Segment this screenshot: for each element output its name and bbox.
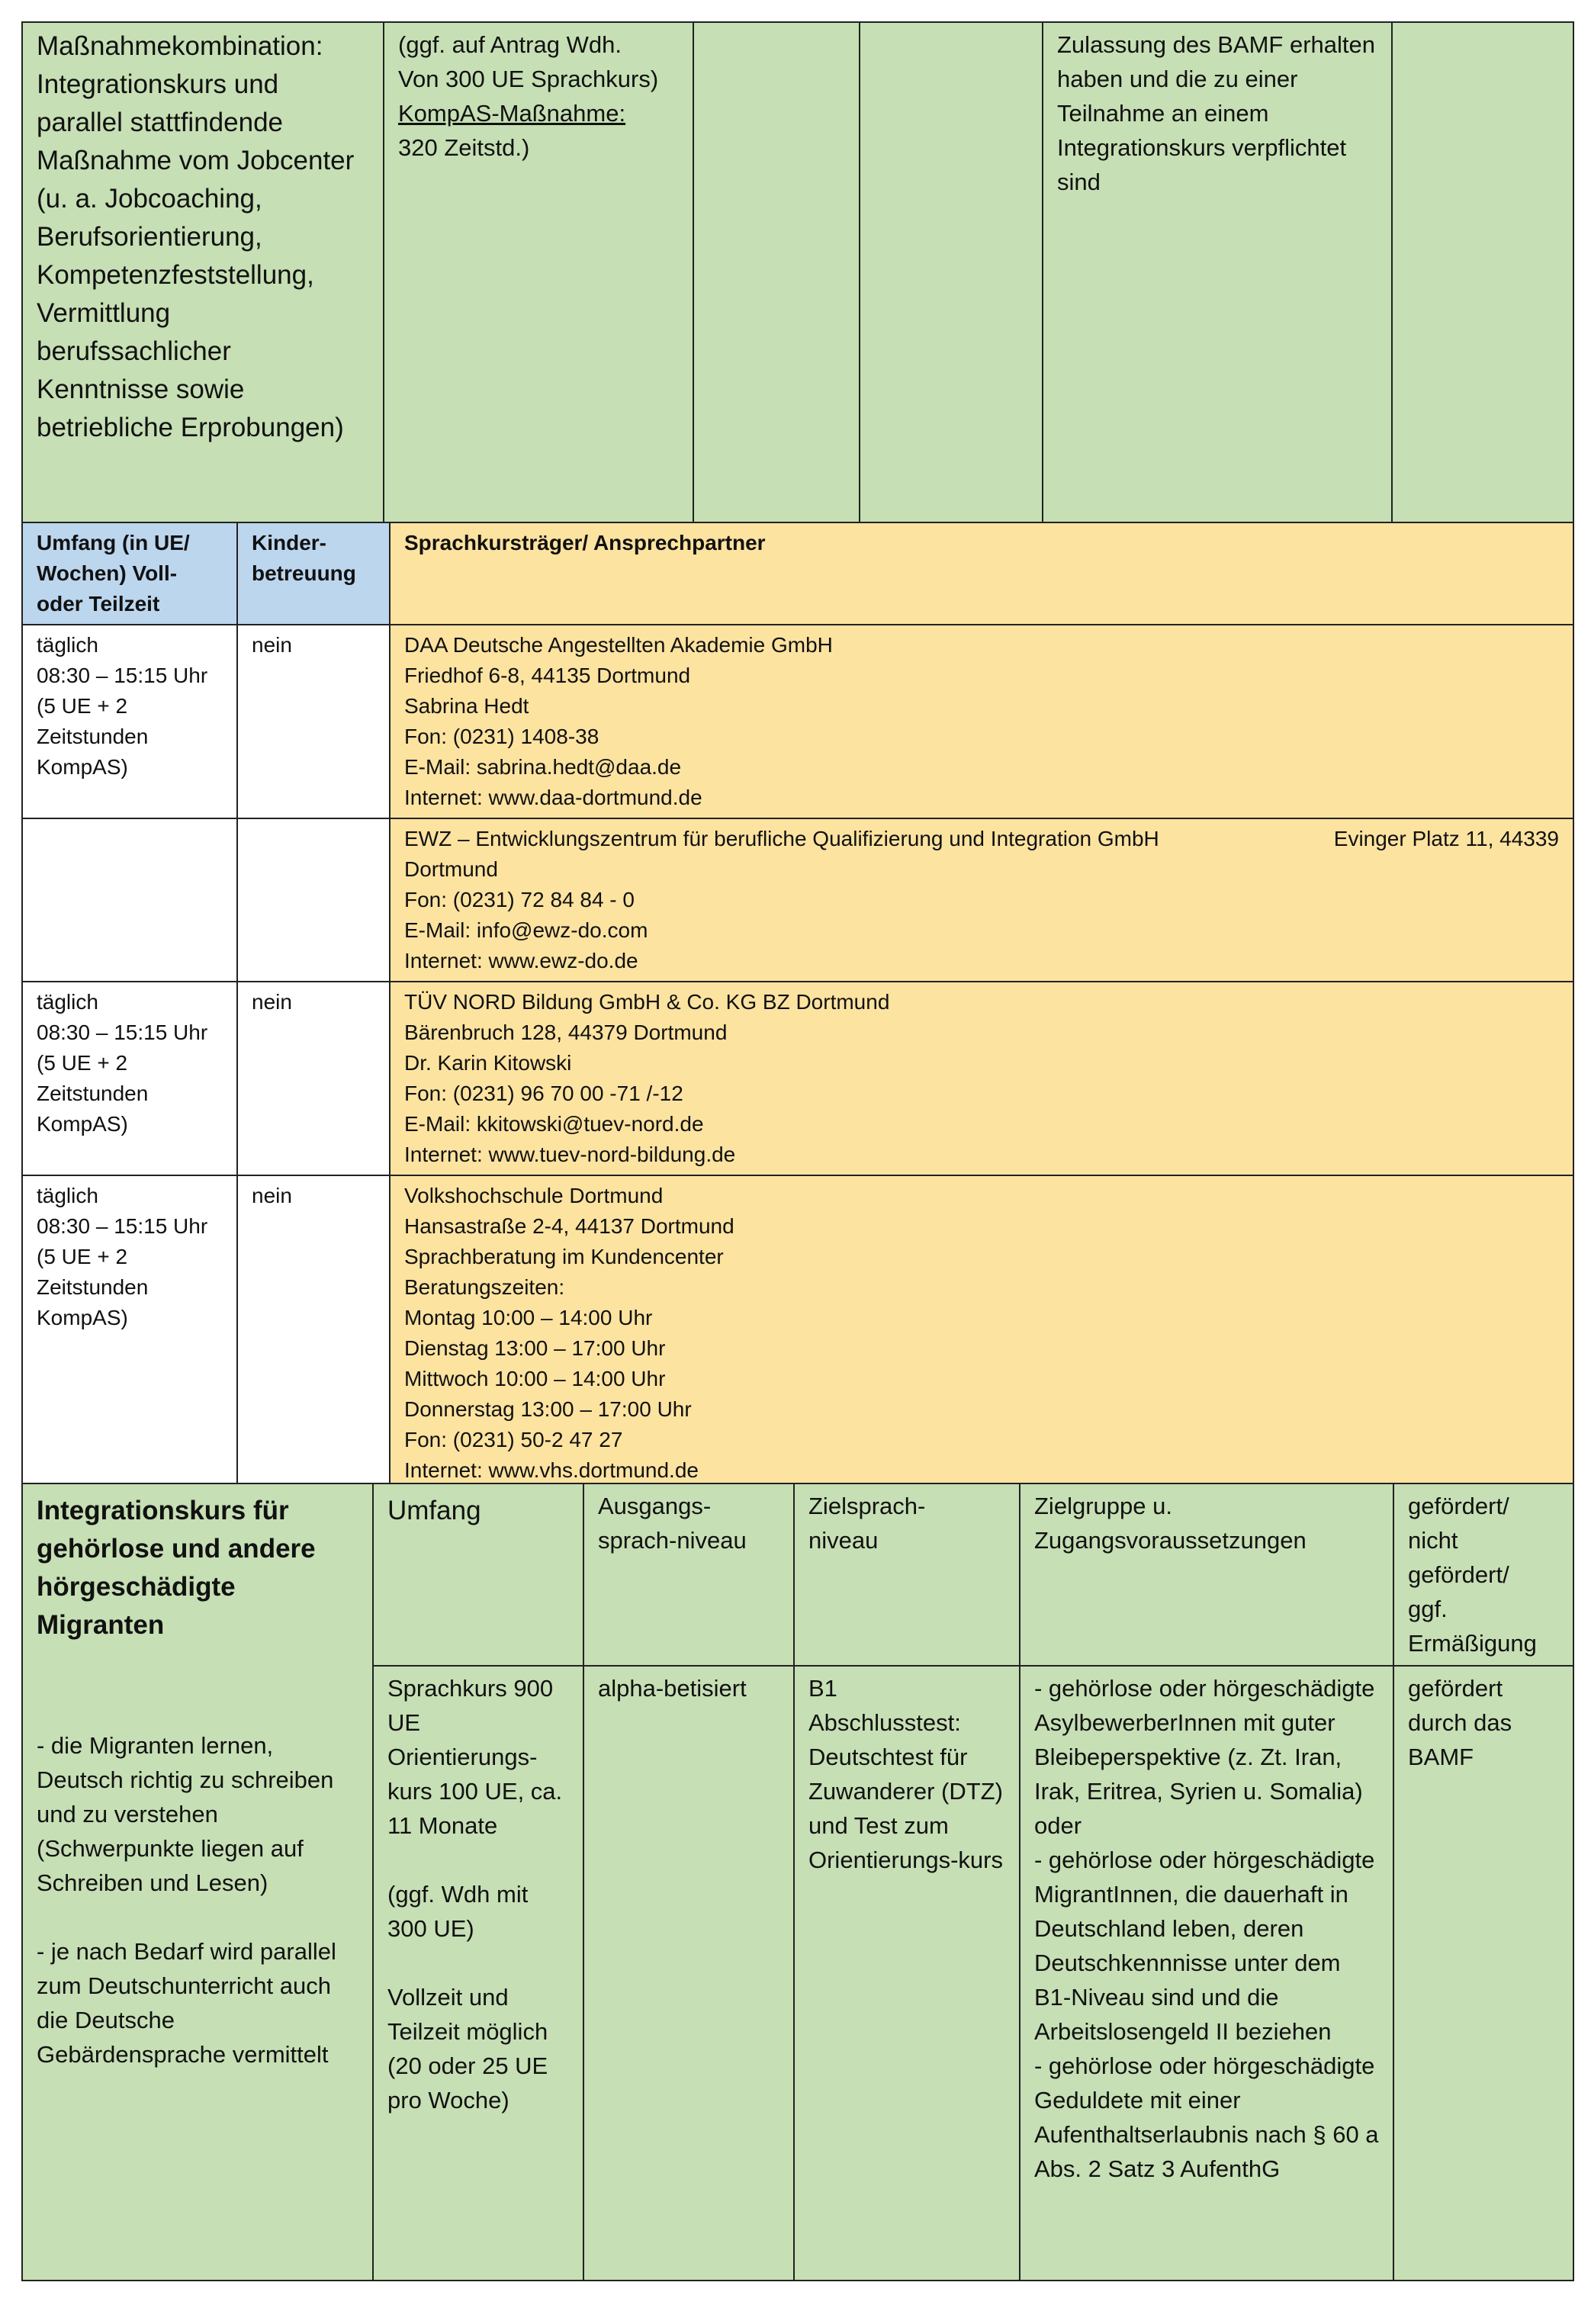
scope-line-4: 320 Zeitstd.) (398, 134, 530, 161)
measure-target-group: Zulassung des BAMF erhalten haben und die zu einer Teilnahme an einem Integrationskurs verpflichtet sind (1043, 22, 1392, 522)
provider-childcare: nein (237, 1175, 390, 1491)
course-start-level: alpha-betisiert (583, 1666, 794, 2281)
course-target-level: B1 Abschlusstest: Deutschtest für Zuwanderer (DTZ) und Test zum Orientierungs-kurs (794, 1666, 1020, 2281)
header-provider: Sprachkursträger/ Ansprechpartner (390, 522, 1573, 625)
provider-scope: täglich 08:30 – 15:15 Uhr (5 UE + 2 Zeitstunden KompAS) (22, 1175, 237, 1491)
course-funding: gefördert durch das BAMF (1393, 1666, 1573, 2281)
provider-scope: täglich 08:30 – 15:15 Uhr (5 UE + 2 Zeitstunden KompAS) (22, 982, 237, 1175)
top-course-table (21, 21, 1574, 523)
header-target-level: Zielsprach- niveau (794, 1483, 1020, 1666)
course-title-cell (22, 1483, 373, 2281)
measure-start-level (693, 22, 860, 522)
provider-contact: DAA Deutsche Angestellten Akademie GmbH Friedhof 6-8, 44135 Dortmund Sabrina Hedt Fon: (0231) 1408-38 E-Mail: sabrina.hedt@daa.de Internet: www.daa-dortmund.de (390, 625, 1573, 818)
header-funding: gefördert/ nicht gefördert/ ggf. Ermäßigung (1393, 1483, 1573, 1666)
provider-scope: täglich 08:30 – 15:15 Uhr (5 UE + 2 Zeitstunden KompAS) (22, 625, 237, 818)
provider-row (22, 982, 1573, 1175)
provider-name: EWZ – Entwicklungszentrum für berufliche Qualifizierung und Integration GmbH (404, 827, 1159, 850)
provider-details: Dortmund Fon: (0231) 72 84 84 - 0 E-Mail: info@ewz-do.com Internet: www.ewz-do.de (404, 857, 648, 972)
provider-childcare (237, 818, 390, 982)
provider-row (22, 625, 1573, 818)
provider-row (22, 1175, 1573, 1491)
course-scope: Sprachkurs 900 UE Orientierungs-kurs 100 UE, ca. 11 Monate (ggf. Wdh mit 300 UE) Vollzeit und Teilzeit möglich (20 oder 25 UE pro Woche) (373, 1666, 583, 2281)
measure-funding (1392, 22, 1573, 522)
header-target-group: Zielgruppe u. Zugangsvoraussetzungen (1020, 1483, 1393, 1666)
provider-row (22, 818, 1573, 982)
provider-contact: Volkshochschule Dortmund Hansastraße 2-4, 44137 Dortmund Sprachberatung im Kundencenter Beratungszeiten: Montag 10:00 – 14:00 Uhr Dienstag 13:00 – 17:00 Uhr Mittwoch 10:00 – 14:00 Uhr Donnerstag 13:00 – 17:00 Uhr Fon: (0231) 50-2 47 27 Internet: www.vhs.dortmund.de (390, 1175, 1573, 1491)
provider-contact (390, 818, 1573, 982)
course-description: - die Migranten lernen, Deutsch richtig zu schreiben und zu verstehen (Schwerpunkte liegen auf Schreiben und Lesen) - je nach Bedarf wird parallel zum Deutschunterricht auch die Deutsche Gebärdensprache vermittelt (37, 1732, 336, 2068)
provider-address: Evinger Platz 11, 44339 (1333, 827, 1559, 850)
measure-target-level (860, 22, 1043, 522)
header-childcare: Kinder- betreuung (237, 522, 390, 625)
scope-line-1: (ggf. auf Antrag Wdh. (398, 31, 622, 58)
measure-description: Maßnahmekombination: Integrationskurs und parallel stattfindende Maßnahme vom Jobcenter (u. a. Jobcoaching, Berufsorientierung, Kompetenzfeststellung, Vermittlung berufssachlicher Kenntnisse sowie betriebliche Erprobungen) (22, 22, 384, 522)
header-start-level: Ausgangs- sprach-niveau (583, 1483, 794, 1666)
providers-table (21, 522, 1574, 1522)
course-title: Integrationskurs für gehörlose und andere hörgeschädigte Migranten (37, 1496, 316, 1640)
header-course-scope: Umfang (373, 1483, 583, 1666)
provider-scope (22, 818, 237, 982)
deaf-course-table (21, 1483, 1574, 2281)
scope-line-2: Von 300 UE Sprachkurs) (398, 66, 659, 92)
scope-kompas: KompAS-Maßnahme: (398, 100, 626, 127)
measure-scope (384, 22, 693, 522)
provider-contact: TÜV NORD Bildung GmbH & Co. KG BZ Dortmund Bärenbruch 128, 44379 Dortmund Dr. Karin Kitowski Fon: (0231) 96 70 00 -71 /-12 E-Mail: kkitowski@tuev-nord.de Internet: www.tuev-nord-bildung.de (390, 982, 1573, 1175)
provider-childcare: nein (237, 982, 390, 1175)
header-scope: Umfang (in UE/ Wochen) Voll- oder Teilzeit (22, 522, 237, 625)
course-target-group: - gehörlose oder hörgeschädigte AsylbewerberInnen mit guter Bleibeperspektive (z. Zt. Iran, Irak, Eritrea, Syrien u. Somalia) oder - gehörlose oder hörgeschädigte MigrantInnen, die dauerhaft in Deutschland leben, deren Deutschkennnisse unter dem B1-Niveau sind und die Arbeitslosengeld II beziehen - gehörlose oder hörgeschädigte Geduldete mit einer Aufenthaltserlaubnis nach § 60 a Abs. 2 Satz 3 AufenthG (1020, 1666, 1393, 2281)
provider-childcare: nein (237, 625, 390, 818)
